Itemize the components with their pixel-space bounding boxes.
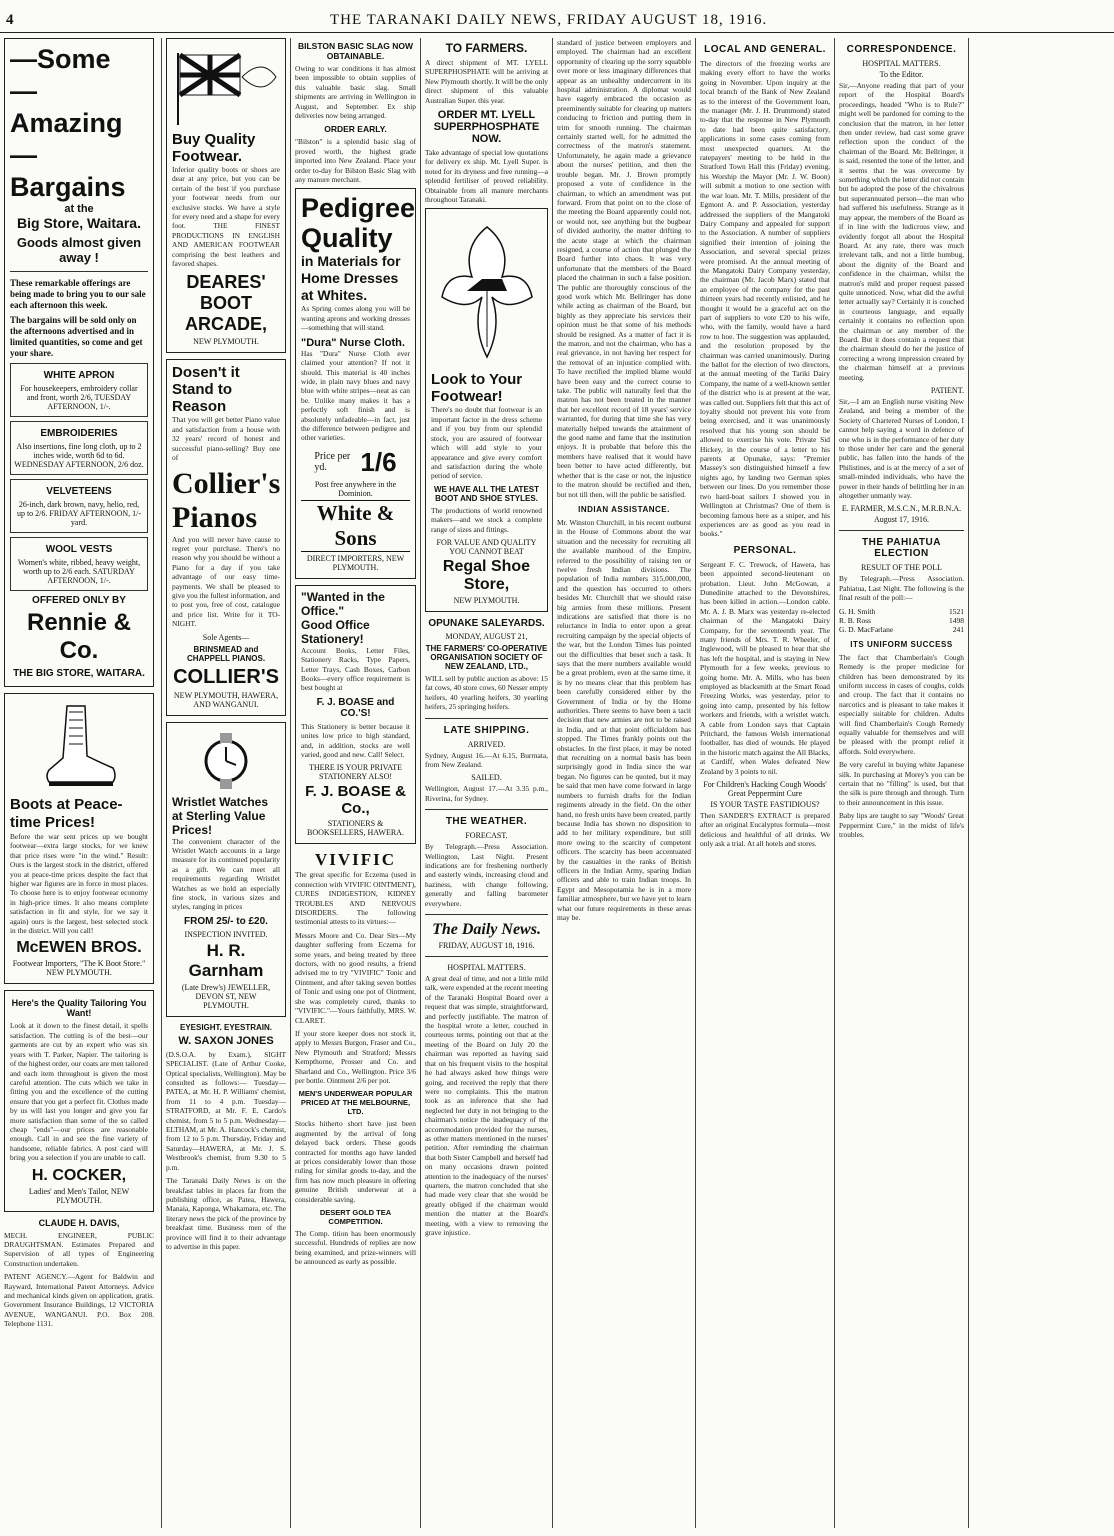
- column-rule: [290, 38, 291, 1528]
- ad-headline: "Wanted in the Office.": [301, 589, 385, 618]
- ad-headline: Boots at Peace-time Prices!: [10, 796, 123, 831]
- section-heading: OPUNAKE SALEYARDS.: [428, 617, 545, 629]
- ad-text: The great specific for Eczema (used in connection with VIVIFIC OINTMENT), CURES INDIGESTION, KIDNEY TROUBLES AND NERVOUS DISORDERS. The following testimonial attests to its virtues:—: [295, 870, 416, 927]
- ad-headline: —Bargains: [10, 140, 126, 202]
- section-heading: THE PAHIATUA ELECTION: [862, 537, 941, 560]
- ad-subhead: Goods almost given away !: [16, 235, 142, 265]
- watch-icon: [196, 731, 256, 791]
- article-text: Sir,—Anyone reading that part of your report of the Hospital Board's proceedings, headed "Who is to Rule?" might well be pardoned for coming to the conclusion that the matron, in her letter then under review, had cast some grave reflection upon the conduct of the chairman of the Board. Mr. Bellringer, it is said, resented the tone of the letter, and it seems that he was overcome by something which the letter did not contain but he adopted the pose of the chivalrous but superannuated person—the man who had suffered his usefulness. Strange as it may appear, the members of the Board as if in line with the ludicrous view, and evidently forgot all about the Hospital Board. At any rate, there was much irrelevant talk, and not a little humbug, about the dignity of the Board and confidence in the chairman, whilst the matron's mild and proper request passed quite unnoticed. Now, what did the awful letter actually say? Certainly it is couched in courteous language, and equally certainly it contains no reflection upon the chairman or any member of the Board. But it does contain a request that the chairman should do her the justice of correcting a wrong impression created by the chairman himself at a previous meeting.: [839, 81, 964, 382]
- ad-headline: Pedigree: [301, 193, 416, 224]
- ad-text: IS YOUR TASTE FASTIDIOUS?: [710, 800, 820, 810]
- ad-text: DIRECT IMPORTERS, NEW PLYMOUTH.: [306, 553, 405, 572]
- ad-text: These remarkable offerings are being made to bring you to our sale each afternoon this week.: [10, 278, 146, 310]
- section-heading: LOCAL AND GENERAL.: [704, 44, 826, 55]
- section-heading: PERSONAL.: [733, 544, 797, 556]
- ad-text: The productions of world renowned makers—and we stock a complete range of sizes and fittings.: [431, 505, 542, 534]
- item-text: Women's white, ribbed, heavy weight, worth up to 2/6 each. SATURDAY AFTERNOON, 1/-.: [17, 558, 141, 585]
- ad-text: ORDER EARLY.: [324, 124, 387, 135]
- ad-text: Inferior quality boots or shoes are dear at any price, but you can be certain of the best if you purchase your footwear needs from our exclusive stocks. We have a style for every need and a shape for every foot. THE FINEST PRODUCTIONS IN ENGLISH AND AMERICAN FOOTWEAR comprising the best leathers and favored shapes.: [172, 165, 280, 269]
- ad-text: Before the war sent prices up we bought footwear—extra large stocks, for we knew that price rises were "in the wind." Result: Ours is the largest stock in the district, offered you at peace-time prices despite the fact that higher war figures are in force in most places. To choose here is to enjoy footwear economy in high-price times. It also means complete satisfaction in fit and style, for we say it again) ours is the largest, best selected stock in the district. Will you call!: [10, 832, 148, 936]
- section-heading: LATE SHIPPING.: [443, 724, 530, 736]
- page-number: 4: [6, 12, 15, 28]
- ad-text: And you will never have cause to regret your purchase. There's no reason why you should be without a Piano for a day if you take advantage of our easy time-payments. We shall be pleased to give you the fullest information, and to post you, free of cost, catalogue and price list. Write for it TO-NIGHT.: [172, 534, 280, 629]
- ad-text: The bargains will be sold only on the afternoons advertised and in limited quantities, so come and get your share.: [10, 315, 143, 358]
- mcewen-name: McEWEN BROS.: [16, 939, 142, 957]
- article-text: By Telegraph.—Press Association. Pahiatua, Last Night. The following is the final result of the poll:—: [839, 574, 964, 603]
- cocker-name: H. COCKER,: [31, 1166, 127, 1184]
- sub-heading: ARRIVED.: [467, 739, 506, 749]
- article-text: Mr. Winston Churchill, in his recent outburst in the House of Commons about the war situation and the necessity for recruiting all the available manhood of the Empire, referred to the possibility of raising ten or twelve fresh Indian divisions. The population of India numbers 315,000,000, and the question has occurred to others besides Mr. Churchill that we should raise big armies from these millions. Present indications are satisfied that there is no reluctance in India to enter upon a great recruiting campaign by the special objects of the war, but the London Times has pointed out the difficulties that beset such a task. It says that the mere numbers available would be a great problem, even at the same time, it is by no means clear that this problem has been carefully considered either by the Government of India or by the Home authorities. There seems to have been a tacit decision that new armies are not to be raised in India, and at that point officialdom has stopped. The Times frankly points out the obstacles. In the first place, it may be noted that recruiting on a normal basis has been surprisingly good in India since the war began. No figures can be quoted, but it may be said that men have come forward in large numbers to furnish drafts for the Indian regiments already in the field. On the other hand, no fresh units have been created, partly because India has shown no disposition to add to her military expenditure, but still more owing to the scarcity of competent officers. The scarcity has been accentuated by the casualties in the ranks of British officers in the Indian Army, sparing Indian officers and able to train Indian troops. In Egypt and Mesopotamia he is in a more familiar atmosphere, but we have yet to learn what our future requirements in these areas may be.: [557, 517, 691, 922]
- ad-text: The Comp. tition has been enormously successful. Hundreds of replies are now being examined, and prize-winners will be announced as early as possible.: [295, 1229, 416, 1267]
- column-5: [557, 38, 691, 1528]
- jones-name: W. SAXON JONES: [178, 1034, 274, 1047]
- ad-text: THE BIG STORE, WAITARA.: [13, 668, 145, 679]
- article-text: The directors of the freezing works are making every effort to have the works going in November. Upon inquiry at the local branch of the Bank of New Zealand as to the interest of the Government loan, the manager (Mr. J. H. Drummond) stated to-day that the response in New Plymouth to date had been quite satisfactory, applications in some cases coming from most unexpected quarters. At the ratepayers' meeting to be held in the Stratford Town Hall this (Friday) evening, his Worship the Mayor (Mr. J. W. Boon) will submit a motion to one section with the war loan. Mr. T. Mills, president of the Egmont A. and P. Association, yesterday addressed the suppliers of the Mangatoki Dairy Company and appealed for support to the Association. A number of suppliers signified their intention of joining the Association, and several special prizes were promised. At the annual meeting of the Mangatoki Dairy Company yesterday, the chairman (Mr. Jacob Marx) stated that an employee of the company for the past thirteen years had recently enlisted, and he thought it would be a graceful act on the part of suppliers to vote £20 to his wife, who, with the family, would have a hard row to hoe. The suggestion was applauded, and the resolution proposed by the chairman was carried unanimously. During the ballot for the election of two directors, at the annual meeting of the Tariki Dairy Company, the name of a well-known settler of the district who is at present at the war, was called out. Suppliers felt that this act of loyalty should not prevent his vote from being exercised, and it was unanimously resolved that his young son should be allowed to exercise his vote. Private Sid Hickey, in the course of a letter to his parents at Opunake, says: "Premier Massey's son distinguished himself a few nights ago, by landing two German spies between our lines. Do you remember those two hard-boat sailors I showed you in Wellington at Christmas? One of them is becoming famous here as a sniper, and his experiences are as good as you read in books.": [700, 59, 830, 539]
- item-heading: EMBROIDERIES: [40, 428, 118, 439]
- signature-date: August 17, 1916.: [873, 515, 930, 525]
- column-rule: [420, 38, 421, 1528]
- ad-headline: Look to Your Footwear!: [431, 371, 523, 406]
- ad-text: Messrs Moore and Co. Dear Sirs—My daughter suffering from Eczema for some years, and being treated by three doctors, with no good results, a friend advised me to try "VIVIFIC" Tonic and Ointment, and after taking seven bottles of Tonic and using one pot of Ointment, she was completely cured, thanks to "VIVIFIC."—Yours faithfully, MRS. W. CLARET.: [295, 930, 416, 1025]
- ad-text: FROM 25/- to £20.: [184, 915, 268, 927]
- signature: E. FARMER, M.S.C.N., M.R.B.N.A.: [841, 504, 962, 514]
- ad-text: NEW PLYMOUTH, HAWERA, AND WANGANUI.: [173, 690, 279, 709]
- ad-text: A direct shipment of MT. LYELL SUPERPHOSPHATE will be arriving at New Plymouth shortly. It will be the only direct shipment of this valuable Australian Super. this year.: [425, 58, 548, 105]
- flag-illustration-icon: [172, 47, 282, 127]
- ad-text: INSPECTION INVITED.: [184, 929, 268, 939]
- ad-text: This Stationery is better because it unites low price to high standard, and, in addition, stocks are well varied, good and new. Call! Select.: [301, 721, 410, 759]
- regal-ad: [425, 208, 548, 611]
- ad-text: Sole Agents—: [202, 632, 250, 642]
- ad-text: OFFERED ONLY BY: [32, 595, 126, 606]
- column-rule: [968, 38, 969, 1528]
- ad-headline: DESERT GOLD TEA COMPETITION.: [319, 1208, 392, 1226]
- ad-store-name: Big Store, Waitara.: [17, 215, 141, 231]
- boase-ad: [295, 585, 416, 845]
- ad-text: NEW PLYMOUTH.: [193, 337, 259, 347]
- garnham-name: H. R. Garnham: [188, 940, 264, 980]
- article-text: Be very careful in buying white Japanese silk. In purchasing at Morey's you can be certain that no "filling" is used, but that the silk is pure through and through. Turn to their announcement in this issue.: [839, 760, 964, 807]
- ad-text: Take advantage of special low quotations for delivery ex ship. Mt. Lyell Super. is noted for its dryness and free running—a splendid fertiliser of proved reliability. Obtainable from all manure merchants throughout Taranaki.: [425, 148, 548, 205]
- vivific-headline: VIVIFIC: [314, 850, 397, 870]
- section-heading: CORRESPONDENCE.: [846, 44, 957, 55]
- ad-text: Ladies' and Men's Tailor, NEW PLYMOUTH.: [28, 1186, 130, 1205]
- column-3: [295, 38, 416, 1528]
- column-rule: [161, 38, 162, 1528]
- white-sons-name: White & Sons: [301, 500, 410, 552]
- boot-icon: [39, 702, 119, 792]
- ad-text: Post free anywhere in the Dominion.: [314, 479, 397, 498]
- editorial-date: FRIDAY, AUGUST 18, 1916.: [438, 941, 535, 951]
- poll-row: G. D. MacFarlane 241: [839, 624, 964, 634]
- price-label: Price per yd.: [314, 451, 351, 474]
- deares-name: DEARES' BOOT ARCADE,: [184, 272, 267, 335]
- ad-headline: —Amazing: [10, 76, 123, 138]
- ad-text: Has "Dura" Nurse Cloth ever claimed your attention? If not it should. This material is 40 inches wide, in plain navy blues and navy blue with white stripes—neat as can be. Unlike many makes it has a perfectly soft finish and is absolutely unfadeable—in fact, just the difference between pedigree and other varieties.: [301, 348, 410, 443]
- ad-headline: Quality: [301, 223, 393, 254]
- ad-headline: TO FARMERS.: [445, 41, 528, 55]
- ad-headline: —Some: [10, 44, 111, 74]
- colliers-name: COLLIER'S: [173, 665, 279, 688]
- cocker-ad: [4, 990, 154, 1211]
- ad-headline: Here's the Quality Tailoring You Want!: [11, 998, 147, 1019]
- ad-text: That you will get better Piano value and satisfaction from a house with 32 years' record of honest and successful piano-selling? Buy one of: [172, 415, 280, 463]
- poll-row: G. H. Smith 1521: [839, 606, 964, 616]
- article-text: A great deal of time, and not a little mild talk, were expended at the recent meeting of the Taranaki Hospital Board over a request that was simple, straightforward, and perfectly justifiable. The matron of the hospital wrote a letter, couched in courteous terms, pointing out that at the meeting of the Board on July 20 the chairman was reported as having said that on his frequent visits to the hospital he had always asked how things were going, and received the reply that there were no complaints. This the matron took as an inference that she had neglected her duty in not bringing to the chairman's notice the inadequacy of the accommodation provided for the nurses, as other matters mentioned in the nurses' petition. After reminding the chairman that both Sister Campbell and herself had on many occasions drawn pointed attention to the inadequacy of the nurses' quarters, the matron concluded that she had made very clear that she would be greatly obliged if the chairman would mention the matter at the Board's meeting, with a view to removing the grave injustice.: [425, 974, 548, 1237]
- article-text: Sergeant F. C. Trewock, of Hawera, has been appointed second-lieutenant on probation. Lieut. John McGowan, a Dunedinite attached to the Devonshires, has been killed in action.—London cable. Mr. A. J. B. Marx was yesterday re-elected chairman of the Mangatoki Dairy Company, for the seventeenth year. The many friends of Mrs. T. R. Wheeler, of Inglewood, will be pleased to hear that she has left the hospital, and is staying in New Plymouth for a few weeks, previous to going home. Mr. A. Mills, who has been employed as blacksmith at the Smart Road Freezing Works, was yesterday, prior to going into camp, presented by his fellow workers and friends, with a wristlet watch. A cable from London says that Captain Pritchard, the famous Welsh international footballer, has died of wounds. He played in the historic match against the All Blacks, at Cardiff, when Wales defeated New Zealand by 3 points to nil.: [700, 559, 830, 776]
- shoe-flower-illustration-icon: [432, 217, 542, 367]
- ad-text: (D.S.O.A. by Exam.), SIGHT SPECIALIST. (Late of Arthur Cooke, Optical specialists, Wellington). May be consulted as follows:— Tuesday—PATEA, at Mr. H. P. Williams' chemist, from 11 to 4 p.m. Tuesday—STRATFORD, at Mr. F. E. Cardo's chemist, from 5 to 5 p.m. Wednesday—ELTHAM, at Mr. A. Hancock's chemist, from 12 to 5 p.m. Thursday, Friday and Saturday—HAWERA, at Mr. J. S. Westbrook's chemist, from 9.30 to 5 p.m.: [166, 1049, 286, 1172]
- item-text: Also insertions, fine long cloth, up to 2 inches wide, worth 6d to 6d. WEDNESDAY AFTERNOON, 2/6 doz.: [14, 442, 144, 469]
- ad-headline: MEN'S UNDERWEAR POPULAR PRICED AT THE MELBOURNE, LTD.: [298, 1089, 413, 1117]
- ad-text: Stocks hitherto short have just been augmented by the arrival of long delayed back orders. These goods contracted for months ago have landed at prices considerably lower than those ruling for similar goods to-day, and the firm has now much pleasure in offering genuine British underwear at a considerable saving.: [295, 1119, 416, 1204]
- item-text: 26-inch, dark brown, navy, helio, red, up to 2/6. FRIDAY AFTERNOON, 1/- yard.: [16, 500, 142, 527]
- ad-text: THE FARMERS' CO-OPERATIVE ORGANISATION SOCIETY OF NEW ZEALAND, LTD.,: [425, 643, 548, 671]
- ad-text: NEW PLYMOUTH.: [453, 595, 520, 605]
- column-rule: [695, 38, 696, 1528]
- article-text: Baby lips are taught to say "Woods' Great Peppermint Cure," in the midst of life's troubles.: [839, 811, 964, 839]
- poll-row: R. B. Ross 1498: [839, 615, 964, 625]
- sub-heading: To the Editor.: [879, 70, 924, 79]
- ad-headline: BILSTON BASIC SLAG NOW OBTAINABLE.: [297, 41, 414, 61]
- price-value: 1/6: [360, 446, 397, 477]
- article-text: Wellington, August 17.—At 3.35 p.m., Riverina, for Sydney.: [425, 784, 548, 803]
- ad-text: F. J. BOASE and CO.'S!: [316, 696, 395, 719]
- garnham-ad: [166, 722, 286, 1017]
- ad-text: Owing to war conditions it has almost been impossible to obtain supplies of this valuable basic slag. Small shipments are arriving in Wellington in August, and September. Ex ship deliveries now being arranged.: [295, 64, 416, 121]
- column-4: [425, 38, 548, 1528]
- ad-text: at the: [64, 203, 94, 215]
- ad-text: Look at it down to the finest detail, it spells satisfaction. The cutting is of the best—our garments are cut by an expert who was six years with T. Parker, Napier. The tailoring is of the highest order, our coats are men tailored and each item throughout is given the most careful attention. The cuts which we take in fitting you and the excellence of the cutting ensure that you get a perfect fit. Clothes made by us will last you longer and give you far more satisfaction than some of the so called cheap "ends"—our prices are reasonable enough. Call in and see the fine variety of handsome, reliable fabrics. A post card will bring you a selection if you are unable to call.: [10, 1021, 148, 1163]
- regal-name: Regal Shoe Store,: [442, 557, 531, 593]
- ad-subhead: in Materials for Home Dresses at Whites.: [301, 253, 401, 304]
- whites-ad: [295, 188, 416, 578]
- column-6: [700, 38, 830, 1528]
- ad-headline: ORDER MT. LYELL SUPERPHOSPHATE NOW.: [433, 109, 540, 146]
- ad-text: As Spring comes along you will be wanting aprons and working dresses—something that will stand.: [301, 304, 410, 333]
- rennie-ad: [4, 38, 154, 687]
- ad-text: (Late Drew's) JEWELLER, DEVON ST, NEW PLYMOUTH.: [181, 982, 271, 1010]
- ad-text: MONDAY, AUGUST 21,: [445, 631, 528, 641]
- article-heading: HOSPITAL MATTERS.: [862, 59, 941, 68]
- colliers-ad: [166, 359, 286, 715]
- ad-text: WILL sell by public auction as above: 15 fat cows, 40 store cows, 60 Nesser empty heifers, 40 yearling heifers, 30 yearling heifers, 25 springing heifers.: [425, 673, 548, 712]
- article-text: The fact that Chamberlain's Cough Remedy is the proper medicine for children has been demonstrated by its uniform success in cases of coughs, colds and croup. The fact that it contains no narcotics and is pleasant to take makes it especially suitable for children. Adults will find Chamberlain's Cough Remedy equally valuable for themselves and will be pleased with the prompt relief it affords. Sold everywhere.: [839, 652, 964, 756]
- item-text: For housekeepers, embroidery collar and front, worth 2/6, TUESDAY AFTERNOON, 1/-.: [20, 384, 138, 411]
- ad-headline: CLAUDE H. DAVIS,: [38, 1217, 120, 1228]
- mcewen-ad: [4, 693, 154, 984]
- column-1: [4, 38, 154, 1528]
- signature: PATIENT.: [930, 386, 964, 395]
- sub-heading: SAILED.: [471, 773, 502, 783]
- paper-title: THE TARANAKI DAILY NEWS, FRIDAY AUGUST 18, 1916.: [330, 12, 768, 28]
- ad-text: MECH. ENGINEER, PUBLIC DRAUGHTSMAN. Estimates Prepared and Supervision of all types of Engineering Construction undertaken.: [4, 1230, 154, 1268]
- column-rule: [834, 38, 835, 1528]
- article-heading: ITS UNIFORM SUCCESS: [850, 639, 953, 649]
- item-heading: VELVETEENS: [46, 486, 112, 497]
- ad-text: STATIONERS & BOOKSELLERS, HAWERA.: [307, 819, 404, 838]
- article-heading: INDIAN ASSISTANCE.: [578, 504, 670, 514]
- ad-text: Footwear Importers, "The K Boot Store." NEW PLYMOUTH.: [12, 959, 146, 978]
- ad-text: "Bilston" is a splendid basic slag of proved worth, the highest grade imported into New Zealand. Place your order to-day for Bilston Basic Slag with any manure merchant.: [295, 137, 416, 185]
- article-text: Sydney, August 16.—At 6.15, Burrnata, from New Zealand.: [425, 750, 548, 769]
- sub-heading: RESULT OF THE POLL: [861, 563, 942, 573]
- article-text: standard of justice between employers and employed. The chairman had an excellent opportunity of clearing up the sorry squabble over more or less imaginary differences that appear as an unhealthy undercurrent in its hospital administration. A diplomat would have eagerly embraced the occasion as preeminently suitable for clearing up matters conducing to friction and putting them in trim for smooth running. The chairman certainly started well, for he admitted the correctness of the matron's statement. Unfortunately, he again made a grievance about the nurses' petition, and then the trouble began. Mr. J. Brown promptly proposed a vote of confidence in the chairman, to which an amendment was put forward. From that point on to the close of the meeting the Board apparently could not, or would not, see anything but the bugbear of divided authority, the matter drifting to the acute stage at which the chairman resigned, a course of action that plunged the Board further into chaos. It was very unfortunate that the members of the Board placed the chairman in such a false position. The public are thoroughly conscious of the good work which Mr. Bellringer has done while acting as chairman of the Board, but highly as they appreciate his services their opinion must be that some of his methods should be resigned. As a matter of fact it is the matron, and not the chairman, who has a real grievance, in not having her respect for the removal of an injustice complied with. To have rectified the implied blame would have been easy and the correct course to take. The public will naturally feel that the matron has not been treated in the manner that her excellent record of 18 years' service warranted, for during that time she has very materially helped towards the attainment of the good name and fame that the institution enjoys. It is probable that before this the members have realised that it would have been better to have acted differently, but whether that is the case or not, the injustice to the matron should be rectified and then, but not till then, will the public be satisfied.: [557, 38, 691, 499]
- ad-text: PATENT AGENCY.—Agent for Baldwin and Rayward, International Patent Attorneys. Advice and mechanical kinds given on application, gratis. Government Insurance Buildings, 12 VICTORIA AVENUE, WANGANUI. P.O. Box 208. Telephone 1131.: [4, 1272, 154, 1329]
- ad-text: THERE IS YOUR PRIVATE STATIONERY ALSO!: [308, 763, 403, 782]
- deares-ad: [166, 38, 286, 353]
- column-2: [166, 38, 286, 1528]
- article-text: Sir,—I am an English nurse visiting New Zealand, and being a member of the Society of Chartered Nurses of London, I cannot help saying a word in defence of one who is in the performance of her duty to those under her care and the general public, has fallen into the hands of the Philistines, and is at the mercy of a set of small-minded individuals, who have the power in their hands of belittling her in an altogether unmanly way.: [839, 397, 964, 501]
- sub-heading: FORECAST.: [465, 831, 508, 841]
- item-heading: WHITE APRON: [43, 370, 115, 381]
- ad-headline: Buy Quality Footwear.: [172, 131, 256, 165]
- boase-name: F. J. BOASE & Co.,: [305, 783, 406, 818]
- section-heading: THE WEATHER.: [445, 816, 528, 828]
- ad-subhead: "Dura" Nurse Cloth.: [301, 336, 405, 349]
- item-heading: WOOL VESTS: [45, 544, 113, 555]
- ad-headline: Dosen't it Stand to Reason: [172, 364, 240, 416]
- masthead: [0, 0, 1114, 33]
- ad-headline: Good Office Stationery!: [301, 617, 370, 646]
- ad-text: If your store keeper does not stock it, apply to Messrs Burgon, Fraser and Co., New Plymouth and Stratford; Messrs Kempthorne, Prosser and Co. and Sharland and Co., Wellington. Price 3/6 per bottle. Ointment 2/6 per pot.: [295, 1028, 416, 1085]
- editorial-masthead: The Daily News.: [432, 921, 541, 939]
- ad-text: The Taranaki Daily News is on the breakfast tables in places far from the publishing office, as Patea, Hawera, Manaia, Kaponga, Whakamara, etc. The literary news the pick of the province by breakfast time. Business men of the province will find it to their advantage to advertise in this paper.: [166, 1176, 286, 1251]
- ad-text: WE HAVE ALL THE LATEST BOOT AND SHOE STYLES.: [433, 484, 540, 503]
- ad-text: Account Books, Letter Files, Stationery Racks, Type Papers, Letter Trays, Cash Boxes, Carbon Books—every office requirement is best bought at: [301, 645, 410, 693]
- ad-text: FOR VALUE AND QUALITY YOU CANNOT BEAT: [436, 537, 537, 556]
- article-text: By Telegraph.—Press Association. Wellington, Last Night. Present indications are for freshening northerly and easterly winds, increasing cloud and haziness, with change following, generally and falling barometer everywhere.: [425, 842, 548, 908]
- ad-text: Then SANDER'S EXTRACT is prepared after an original Eucalyptus formula—most delicious and healthful of all drinks. We only ask a trial. At all hotels and stores.: [700, 811, 830, 849]
- ad-headline: Wristlet Watches at Sterling Value Prices!: [172, 794, 269, 837]
- ad-headline: EYESIGHT. EYESTRAIN.: [179, 1022, 273, 1032]
- colliers-pianos-headline: Collier's Pianos: [172, 466, 281, 534]
- ad-text: The convenient character of the Wristlet Watch accounts in a large measure for its continued popularity as a gift. We can meet all requirements regarding Wristlet Watches as we hold an especially fine stock, in various sizes and styles, ranging in prices: [172, 836, 280, 912]
- ad-text: There's no doubt that footwear is an important factor in the dress scheme and if you buy from our splendid stock, you are assured of footwear which will add style to your appearance and give every comfort and satisfaction during the whole period of service.: [431, 405, 542, 481]
- rennie-name: Rennie & Co.: [26, 609, 131, 664]
- column-7: [839, 38, 964, 1528]
- article-heading: HOSPITAL MATTERS.: [447, 963, 526, 973]
- ad-text: BRINSMEAD and CHAPPELL PIANOS.: [186, 644, 266, 663]
- ad-text: For Children's Hacking Cough Woods' Great Peppermint Cure: [703, 780, 827, 799]
- column-rule: [552, 38, 553, 1528]
